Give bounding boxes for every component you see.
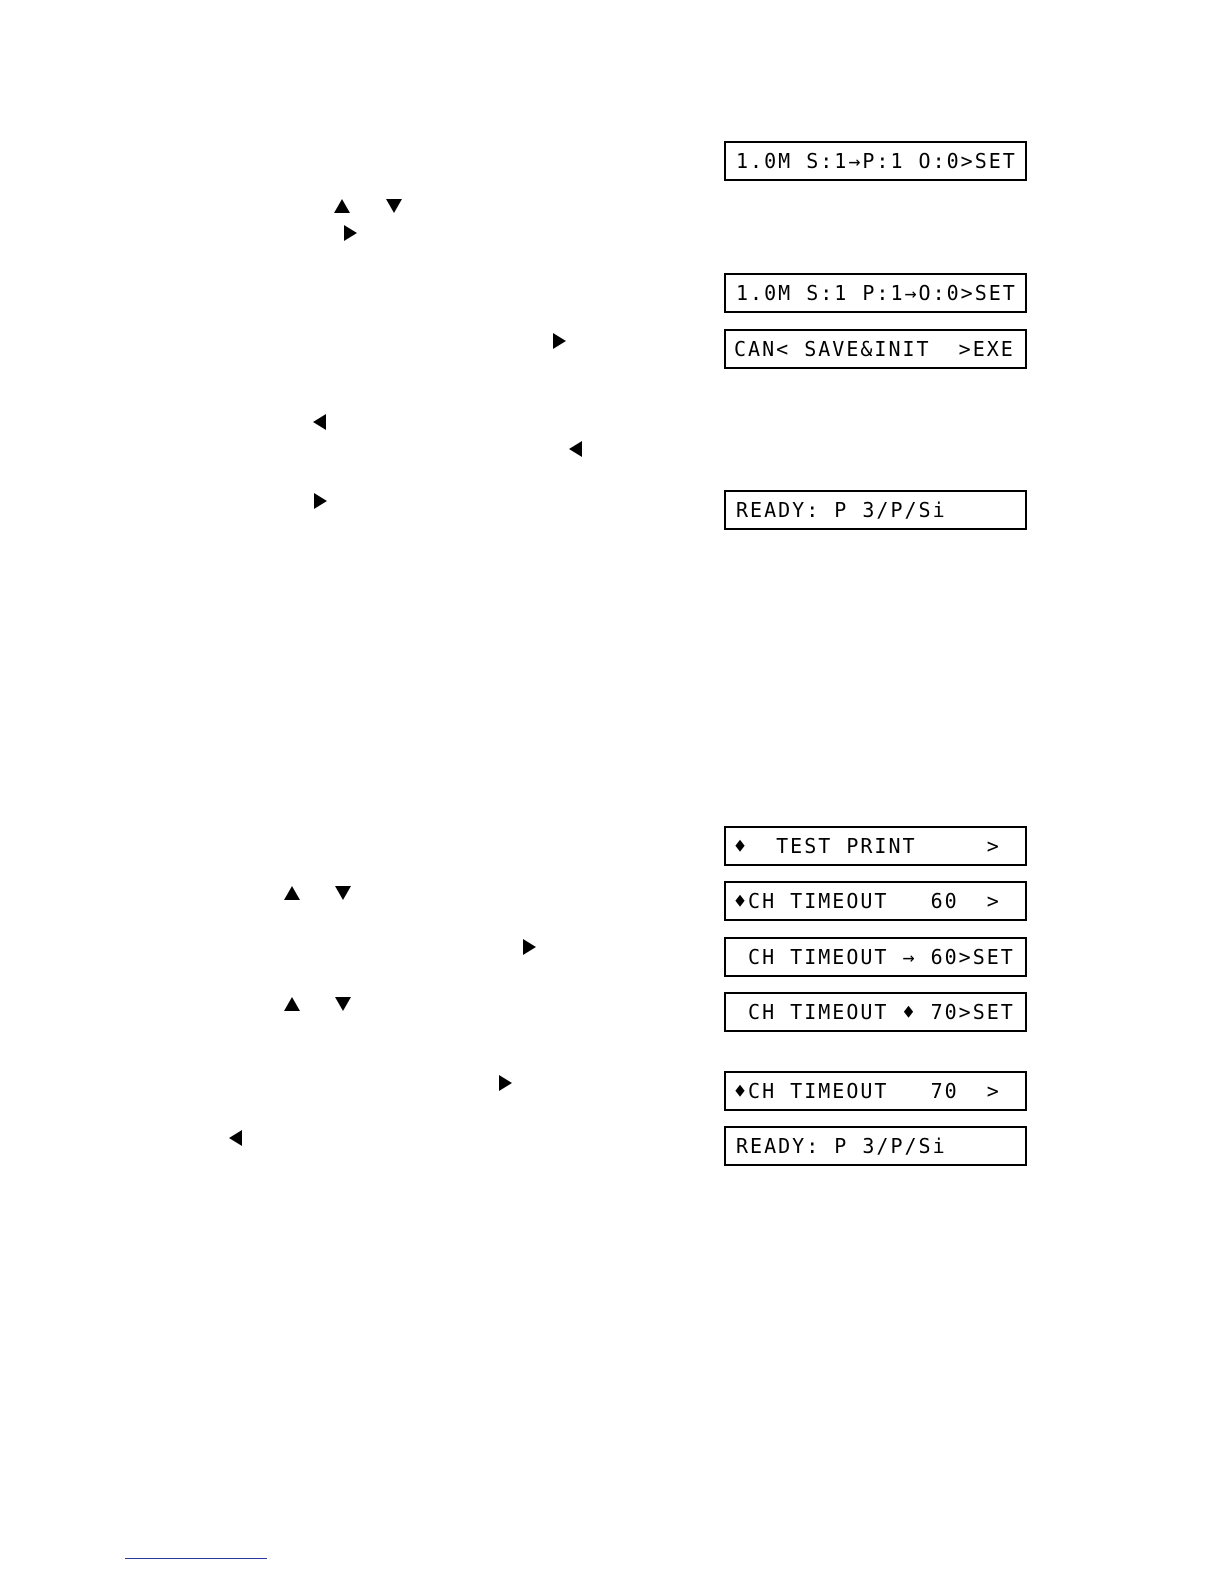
right-arrow-icon: [520, 938, 538, 956]
footnote-divider: [125, 1558, 267, 1559]
lcd-display: [724, 490, 1027, 530]
down-arrow-icon: [334, 995, 352, 1013]
lcd-display: [724, 992, 1027, 1032]
lcd-text: ♦CH TIMEOUT 70 >: [734, 1079, 1001, 1103]
lcd-display: [724, 826, 1027, 866]
lcd-text: ♦CH TIMEOUT 60 >: [734, 889, 1001, 913]
lcd-display: [724, 273, 1027, 313]
lcd-text: 1.0M S:1 P:1→O:0>SET: [736, 281, 1017, 305]
up-arrow-icon: [283, 884, 301, 902]
right-arrow-icon: [550, 332, 568, 350]
right-arrow-icon: [496, 1074, 514, 1092]
lcd-display: [724, 1126, 1027, 1166]
left-arrow-icon: [567, 440, 585, 458]
lcd-display: [724, 1071, 1027, 1111]
lcd-text: CH TIMEOUT → 60>SET: [734, 945, 1015, 969]
down-arrow-icon: [385, 197, 403, 215]
lcd-display: [724, 937, 1027, 977]
left-arrow-icon: [227, 1129, 245, 1147]
lcd-text: READY: P 3/P/Si: [736, 1134, 947, 1158]
lcd-text: CAN< SAVE&INIT >EXE: [734, 337, 1015, 361]
right-arrow-icon: [341, 224, 359, 242]
right-arrow-icon: [311, 492, 329, 510]
lcd-text: ♦ TEST PRINT >: [734, 834, 1001, 858]
lcd-text: READY: P 3/P/Si: [736, 498, 947, 522]
lcd-text: CH TIMEOUT ♦ 70>SET: [734, 1000, 1015, 1024]
up-arrow-icon: [333, 197, 351, 215]
lcd-display: [724, 329, 1027, 369]
lcd-display: [724, 881, 1027, 921]
lcd-display: [724, 141, 1027, 181]
down-arrow-icon: [334, 884, 352, 902]
up-arrow-icon: [283, 995, 301, 1013]
left-arrow-icon: [311, 413, 329, 431]
lcd-text: 1.0M S:1→P:1 O:0>SET: [736, 149, 1017, 173]
